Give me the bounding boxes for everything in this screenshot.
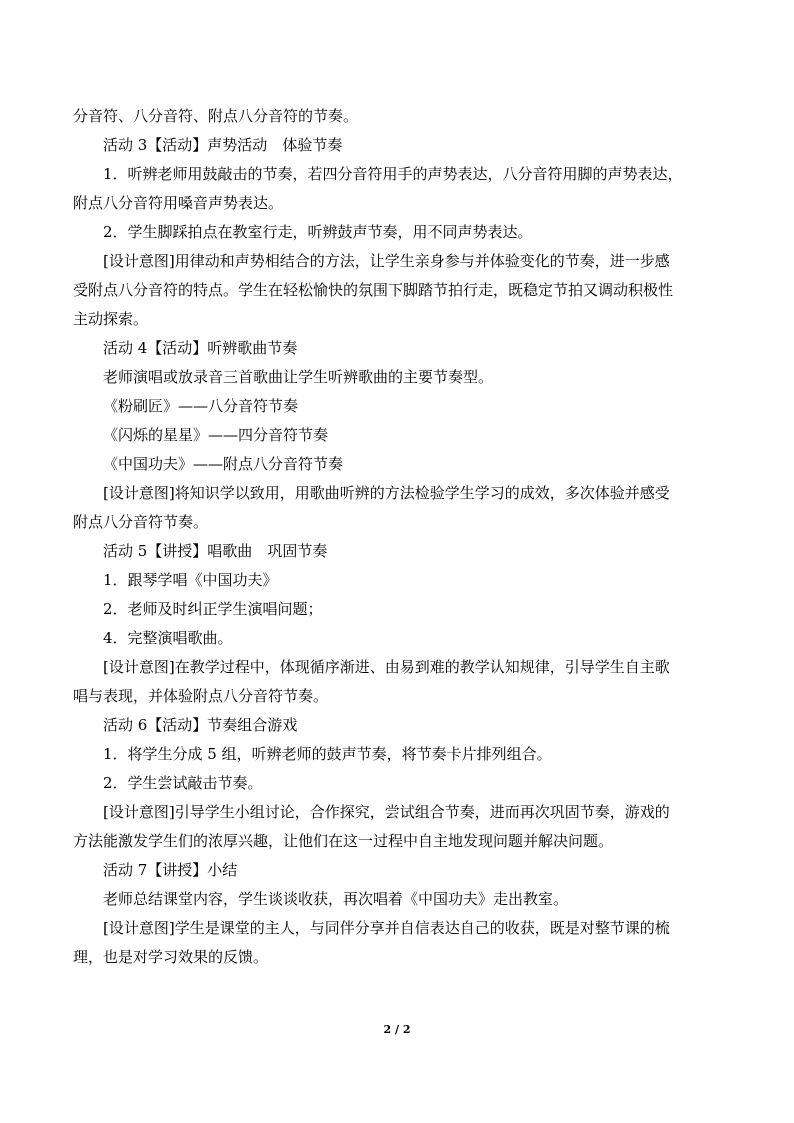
text-line: [设计意图]引导学生小组讨论，合作探究，尝试组合节奏，进而再次巩固节奏，游戏的 xyxy=(103,803,670,821)
text-line: 1．跟琴学唱《中国功夫》 xyxy=(103,571,278,589)
text-line: [设计意图]在教学过程中，体现循序渐进、由易到难的教学认知规律，引导学生自主歌 xyxy=(103,658,670,676)
text-line: 受附点八分音符的特点。学生在轻松愉快的氛围下脚踏节拍行走，既稳定节拍又调动积极性 xyxy=(73,281,674,299)
document-body xyxy=(73,102,718,972)
text-line: 附点八分音符节奏。 xyxy=(73,513,209,531)
text-line: 老师总结课堂内容，学生谈谈收获，再次唱着《中国功夫》走出教室。 xyxy=(103,890,569,908)
text-line: [设计意图]将知识学以致用，用歌曲听辨的方法检验学生学习的成效，多次体验并感受 xyxy=(103,484,670,502)
text-line: 分音符、八分音符、附点八分音符的节奏。 xyxy=(73,107,359,125)
text-line: 活动 6【活动】节奏组合游戏 xyxy=(103,716,298,734)
text-line: 《粉刷匠》——八分音符节奏 xyxy=(103,397,299,415)
text-line: 2．老师及时纠正学生演唱问题； xyxy=(103,600,323,618)
text-line: 理，也是对学习效果的反馈。 xyxy=(73,948,269,966)
text-line: 2．学生尝试敲击节奏。 xyxy=(103,774,263,792)
text-line: 方法能激发学生们的浓厚兴趣，让他们在这一过程中自主地发现问题并解决问题。 xyxy=(73,832,614,850)
text-line: 《中国功夫》——附点八分音符节奏 xyxy=(103,455,344,473)
text-line: 《闪烁的星星》——四分音符节奏 xyxy=(103,426,329,444)
text-line: [设计意图]学生是课堂的主人，与同伴分享并自信表达自己的收获，既是对整节课的梳 xyxy=(103,919,670,937)
text-line: [设计意图]用律动和声势相结合的方法，让学生亲身参与并体验变化的节奏，进一步感 xyxy=(103,252,670,270)
text-line: 2．学生脚踩拍点在教室行走，听辨鼓声节奏，用不同声势表达。 xyxy=(103,223,533,241)
text-line: 1．听辨老师用鼓敲击的节奏，若四分音符用手的声势表达，八分音符用脚的声势表达， xyxy=(103,165,683,183)
text-line: 主动探索。 xyxy=(73,310,149,328)
text-line: 唱与表现，并体验附点八分音符节奏。 xyxy=(73,687,329,705)
text-line: 活动 7【讲授】小结 xyxy=(103,861,238,879)
text-line: 1．将学生分成 5 组，听辨老师的鼓声节奏，将节奏卡片排列组合。 xyxy=(103,745,552,763)
text-line: 活动 4【活动】听辨歌曲节奏 xyxy=(103,339,298,357)
text-line: 活动 5【讲授】唱歌曲 巩固节奏 xyxy=(103,542,328,560)
text-line: 4．完整演唱歌曲。 xyxy=(103,629,233,647)
text-line: 活动 3【活动】声势活动 体验节奏 xyxy=(103,136,343,154)
text-line: 附点八分音符用嗓音声势表达。 xyxy=(73,194,284,212)
text-line: 老师演唱或放录音三首歌曲让学生听辨歌曲的主要节奏型。 xyxy=(103,368,494,386)
page-number: 2 / 2 xyxy=(383,1023,411,1036)
